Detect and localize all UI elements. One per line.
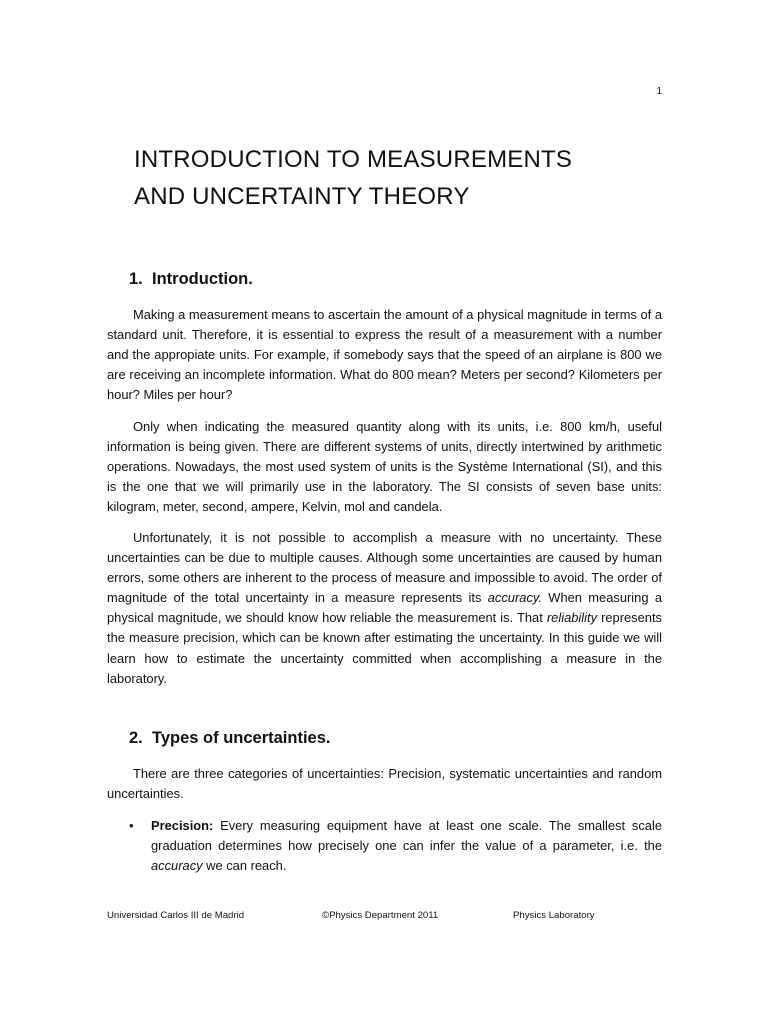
section-2-title: Types of uncertainties.	[152, 729, 331, 747]
page-number: 1	[656, 86, 662, 97]
section-1-number: 1.	[129, 270, 143, 288]
section-1-paragraph-1: Making a measurement means to ascertain the amount of a physical magnitude in terms of a standard unit. Therefore, it is essential to express the result of a measurement with a number and the appropiate units. For example, if somebody says that the speed of an airplane is 800 we are receiving an incomplete information. What do 800 mean? Meters per second? Kilometers per hour? Miles per hour?	[107, 307, 662, 403]
section-2-heading	[129, 729, 331, 748]
footer-university: Universidad Carlos III de Madrid	[107, 910, 245, 921]
bullet-text	[151, 816, 662, 876]
footer-copyright: ©Physics Department 2011	[322, 910, 439, 921]
accuracy-term: accuracy.	[487, 590, 542, 606]
paragraph-3-text-b: When measuring a physical magnitude, we should know how reliable the measurement is. That	[107, 590, 662, 626]
section-2-paragraph-1: There are three categories of uncertainties: Precision, systematic uncertainties and random uncertainties.	[107, 766, 662, 802]
paragraph-3-text-c: represents the measure precision, which can be known after estimating the uncertainty. In this guide we will learn how to estimate the uncertainty committed when accomplishing a measure in the laboratory.	[107, 610, 662, 686]
document-title	[134, 141, 694, 215]
section-1-paragraph-3	[107, 528, 662, 689]
title-line-1: INTRODUCTION TO MEASUREMENTS	[134, 146, 573, 173]
section-2-number: 2.	[129, 729, 143, 747]
paragraph-3-text-a: Unfortunately, it is not possible to accomplish a measure with no uncertainty. These uncertainties can be due to multiple causes. Although some uncertainties are caused by human errors, some others are inherent to the process of measure and impossible to avoid. The order of magnitude of the total uncertainty in a measure represents its	[107, 530, 662, 606]
bullet-item-precision	[129, 816, 662, 876]
section-1-heading	[129, 270, 253, 289]
section-1-paragraph-2: Only when indicating the measured quantity along with its units, i.e. 800 km/h, useful information is being given. There are different systems of units, directly intertwined by arithmetic operations. Nowadays, the most used system of units is the Système International (SI), and this is the one that we will primarily use in the laboratory. The SI consists of seven base units: kilogram, meter, second, ampere, Kelvin, mol and candela.	[107, 419, 662, 515]
reliability-term: reliability	[546, 610, 598, 626]
bullet-dot-icon: •	[129, 818, 134, 833]
title-line-2: AND UNCERTAINTY THEORY	[134, 183, 470, 210]
bullet-accuracy-term: accuracy	[151, 858, 203, 874]
precision-label: Precision:	[151, 818, 214, 833]
footer-lab: Physics Laboratory	[513, 910, 595, 921]
bullet-text-end: we can reach.	[202, 858, 287, 874]
bullet-text-body: Every measuring equipment have at least one scale. The smallest scale graduation determines how precisely one can infer the value of a parameter, i.e. the	[151, 818, 662, 854]
section-1-title: Introduction.	[152, 270, 253, 288]
